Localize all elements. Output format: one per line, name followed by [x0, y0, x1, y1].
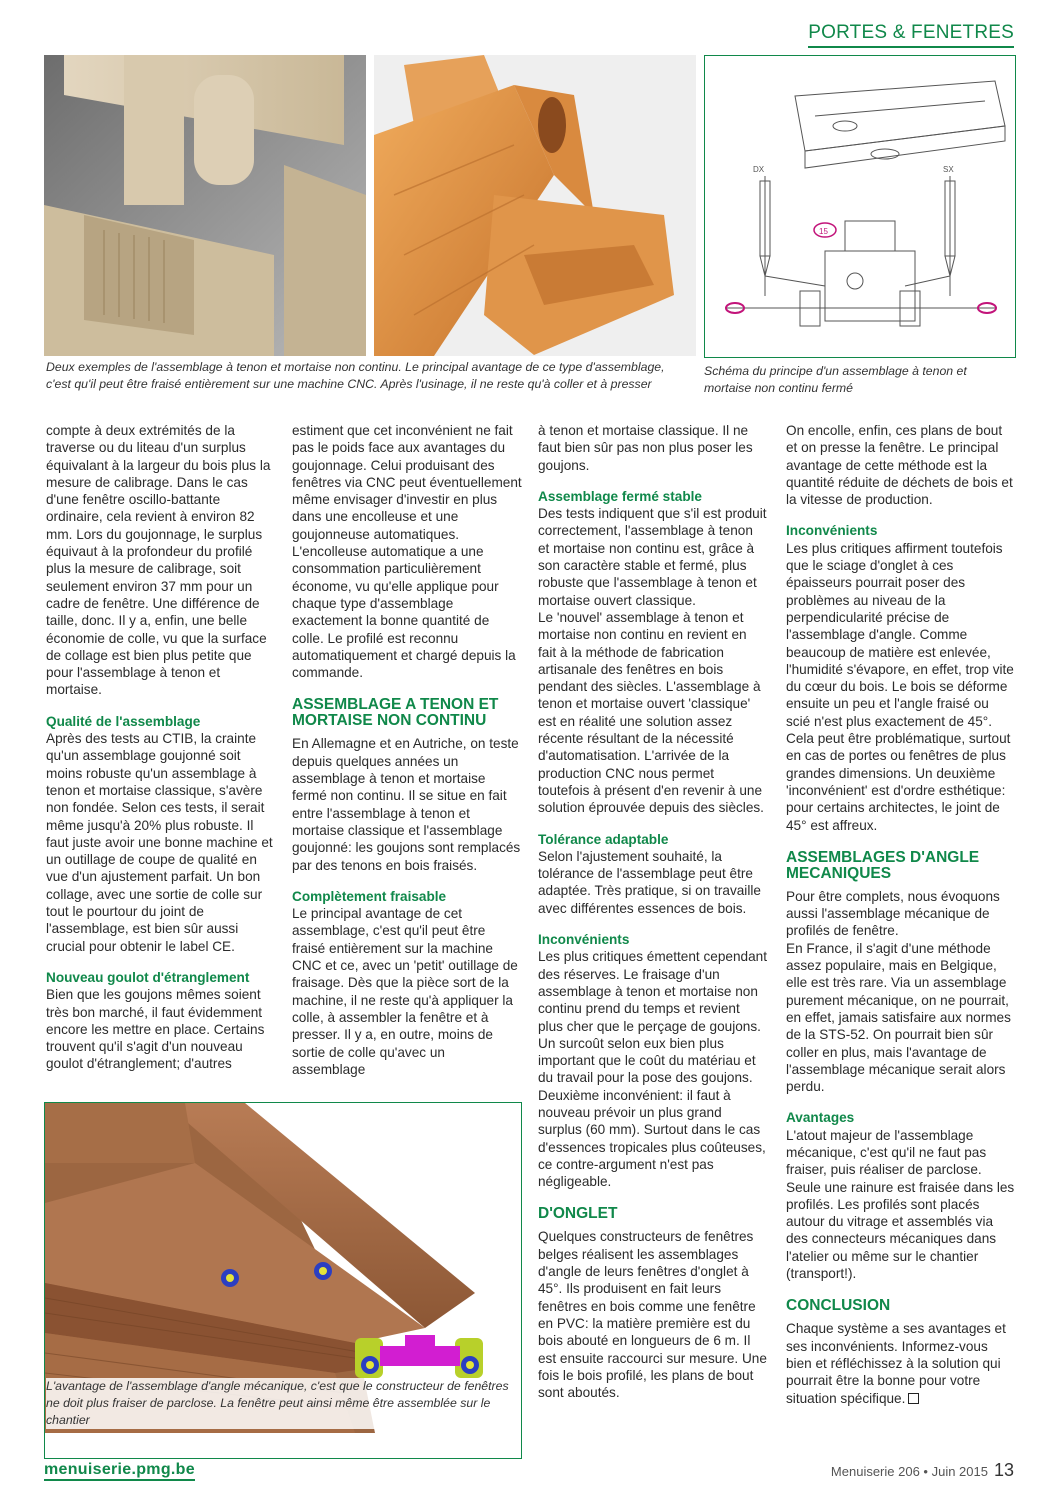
caption-photos-top: Deux exemples de l'assemblage à tenon et mortaise non continu. Le principal avantage de ce type d'assemblage, c'est qu'il peut être fraisé entièrement sur une machine CNC. Après l'usinage, il ne reste qu'à coller et à presser — [46, 360, 665, 391]
footer-site-link[interactable]: menuiserie.pmg.be — [44, 1461, 195, 1481]
col3-heading-mitre: D'ONGLET — [538, 1205, 618, 1223]
col1-heading-bottleneck: Nouveau goulot d'étranglement — [46, 969, 250, 985]
svg-text:15: 15 — [819, 227, 828, 236]
col4-para-1: On encolle, enfin, ces plans de bout et on presse la fenêtre. Le principal avantage de cette méthode est la quantité réduite de déchets de bois et la vitesse de production. — [786, 423, 1013, 508]
conclusion-text: Chaque système a ses avantages et ses inconvénients. Informez-vous bien et réfléchissez à la solution qui pourrait être la bonne pour votre situation spécifique. — [786, 1321, 1006, 1406]
col3-heading-tolerance: Tolérance adaptable — [538, 831, 669, 847]
col4-para-3: Pour être complets, nous évoquons aussi l'assemblage mécanique de profilés de fenêtre. — [786, 888, 1000, 939]
col2-para-2: En Allemagne et en Autriche, on teste depuis quelques années un assemblage à tenon et mortaise fermé non continu. Il se situe en fait entre l'assemblage à tenon et mortaise classique et l'assemblage goujonné: les goujons sont remplacés par des tenons en bois fraisés. — [292, 736, 521, 873]
svg-text:DX: DX — [753, 165, 765, 174]
col3-para-3: Le 'nouvel' assemblage à tenon et mortaise non continu en revient en fait à la méthode de fabrication artisanale des fenêtres en bois pendant des siècles. L'assemblage à tenon et mortaise ouvert 'classique' est en réalité une solution assez récente résultant de la nécessité d'automatisation. L'arrivée de la production CNC nous permet toutefois à présent d'en revenir à une solution éprouvée depuis des siècles. — [538, 609, 764, 816]
svg-text:SX: SX — [943, 165, 954, 174]
col2-heading-millable: Complètement fraisable — [292, 888, 447, 904]
col3-para-2: Des tests indiquent que s'il est produit correctement, l'assemblage à tenon et mortaise non continu est, grâce à son caractère stable et fermé, plus robuste que l'assemblage à tenon et mortaise ouvert classique. — [538, 506, 767, 608]
joint-schematic-diagram — [705, 56, 1015, 357]
col4-para-5: L'atout majeur de l'assemblage mécanique, c'est qu'il ne faut pas fraiser, puis réaliser de parclose. Seule une rainure est fraisée dans les profilés. Les profilés sont placés autour du vitrage et assemblés via des connecteurs mécaniques dans l'atelier ou même sur le chantier (transport!). — [786, 1127, 1015, 1282]
col3-para-5: Les plus critiques émettent cependant des réserves. Le fraisage d'un assemblage à tenon et mortaise non continu prend du temps et revient plus cher que le perçage de goujons. Un surcoût selon eux bien plus important que le coût du matériau et du travail pour la pose des goujons. — [538, 949, 767, 1086]
col2-para-1: estiment que cet inconvénient ne fait pas le poids face aux avantages du goujonnage. Celui produisant des fenêtres via CNC peut éventuellement même envisager d'investir en plus dans une encolleuse et une goujonneuse automatiques. L'encolleuse automatique a une consommation particulièrement économe, vu qu'elle applique pour chaque type d'assemblage exactement la bonne quantité de colle. Le profilé est reconnu automatiquement et chargé depuis la commande. — [292, 423, 522, 681]
col4-para-2: Les plus critiques affirment toutefois que le sciage d'onglet à ces épaisseurs pourrait poser des problèmes au niveau de la perpendicularité précise de l'assemblage d'angle. Comme beaucoup de matière est enlevée, l'humidité s'évapore, en effet, trop vite du cœur du bois. Le bois se déforme ensuite un peu et l'angle fraisé ou scié n'est plus exactement de 45°. Cela peut être problématique, surtout en cas de portes ou fenêtres de plus grandes dimensions. Un deuxième 'inconvénient' est d'ordre esthétique: pour certains architectes, le joint de 45° est affreux. — [786, 540, 1014, 833]
article-column-1 — [46, 422, 276, 1073]
col3-para-6: Deuxième inconvénient: il faut à nouveau prévoir un plus grand surplus (60 mm). Surtout dans le cas d'essences tropicales plus coûteuses, ce contre-argument n'est pas négligeable. — [538, 1087, 766, 1190]
article-column-3 — [538, 422, 768, 1401]
section-title: PORTES & FENETRES — [808, 22, 1014, 48]
col3-para-1: à tenon et mortaise classique. Il ne faut bien sûr pas non plus poser les goujons. — [538, 423, 753, 473]
footer-issue — [831, 1460, 1014, 1481]
col3-para-4: Selon l'ajustement souhaité, la tolérance de l'assemblage peut être adaptée. Très pratique, si on travaille avec différentes essences de bois. — [538, 848, 761, 916]
photo-tenon-light-wood — [44, 55, 366, 356]
col2-heading-tenon: ASSEMBLAGE A TENON ET MORTAISE NON CONTINU — [292, 696, 499, 730]
col4-heading-advantages: Avantages — [786, 1110, 855, 1126]
page-number: 13 — [993, 1460, 1014, 1480]
article-column-2 — [292, 422, 522, 1078]
footer-issue-text: Menuiserie 206 • Juin 2015 — [830, 1464, 988, 1479]
caption-diagram: Schéma du principe d'un assemblage à tenon et mortaise non continu fermé — [704, 364, 967, 395]
col4-heading-conclusion: CONCLUSION — [786, 1297, 891, 1315]
col3-para-7: Quelques constructeurs de fenêtres belges réalisent les assemblages d'angle de leurs fenêtres d'onglet à 45°. Ils produisent en fait leurs fenêtres en bois comme une fenêtre en PVC: la matière première est du bois abouté en longueurs de 6 m. Il est ensuite raccourci sur mesure. Une fois le bois profilé, les plans de bout sont aboutés. — [538, 1229, 767, 1401]
col1-para-1: compte à deux extrémités de la traverse ou du liteau d'un surplus équivalant à la largeur du bois plus la mesure de calibrage. Dans le cas d'une fenêtre oscillo-battante ordinaire, cela revient à environ 82 mm. Lors du goujonnage, le surplus équivaut à la profondeur du profilé plus la mesure de calibrage, soit seulement environ 37 mm pour un cadre de fenêtre. Une différence de taille, donc. Il y a, enfin, une belle économie de colle, vu que la surface de collage est bien plus petite que pour l'assemblage à tenon et mortaise. — [46, 423, 271, 698]
col3-heading-stable: Assemblage fermé stable — [538, 488, 702, 504]
caption-mechanical-joint: L'avantage de l'assemblage d'angle mécanique, c'est que le constructeur de fenêtres ne doit plus fraiser de parclose. La fenêtre peut ainsi même être assemblée sur le chantier — [46, 1378, 516, 1429]
col4-heading-mechanical: ASSEMBLAGES D'ANGLE MECANIQUES — [786, 848, 980, 882]
col4-heading-drawbacks: Inconvénients — [786, 523, 878, 539]
diagram-frame — [704, 55, 1016, 358]
col1-para-2: Après des tests au CTIB, la crainte qu'un assemblage goujonné soit moins robuste qu'un assemblage à tenon et mortaise classique, s'avère non fondée. Selon ces tests, il serait même jusqu'à 20% plus robuste. Il faut juste avoir une bonne machine et un outillage de coupe de qualité en vue d'un ajustement parfait. Un bon collage, avec une sortie de colle sur tout le pourtour du joint de l'assemblage, est bien sûr aussi crucial pour obtenir le label CE. — [46, 731, 273, 954]
col1-heading-quality: Qualité de l'assemblage — [46, 713, 201, 729]
col3-heading-drawbacks: Inconvénients — [538, 932, 630, 948]
article-column-4 — [786, 422, 1016, 1407]
col4-para-4: En France, il s'agit d'une méthode assez populaire, mais en Belgique, elle est très rare. Via un assemblage purement mécanique, on ne pourrait, en effet, jamais satisfaire aux normes de la STS-52. On pourrait bien sûr coller en plus, mais l'avantage de l'assemblage mécanique serait alors perdu. — [786, 940, 1011, 1095]
end-mark-icon — [908, 1393, 919, 1404]
col4-para-6 — [786, 1320, 1016, 1406]
photo-mortise-pine — [374, 55, 696, 356]
col1-para-3: Bien que les goujons mêmes soient très bon marché, il faut évidemment encore les mettre en place. Certains trouvent qu'il s'agit d'un nouveau goulot d'étranglement; d'autres — [46, 987, 265, 1072]
col2-para-3: Le principal avantage de cet assemblage, c'est qu'il peut être fraisé entièrement sur la machine CNC et ce, avec un 'petit' outillage de fraisage. Dès que la pièce sort de la machine, il ne reste qu'à appliquer la colle, à assembler la fenêtre et à presser. Il y a, en outre, moins de sortie de colle qu'avec un assemblage — [292, 906, 518, 1077]
